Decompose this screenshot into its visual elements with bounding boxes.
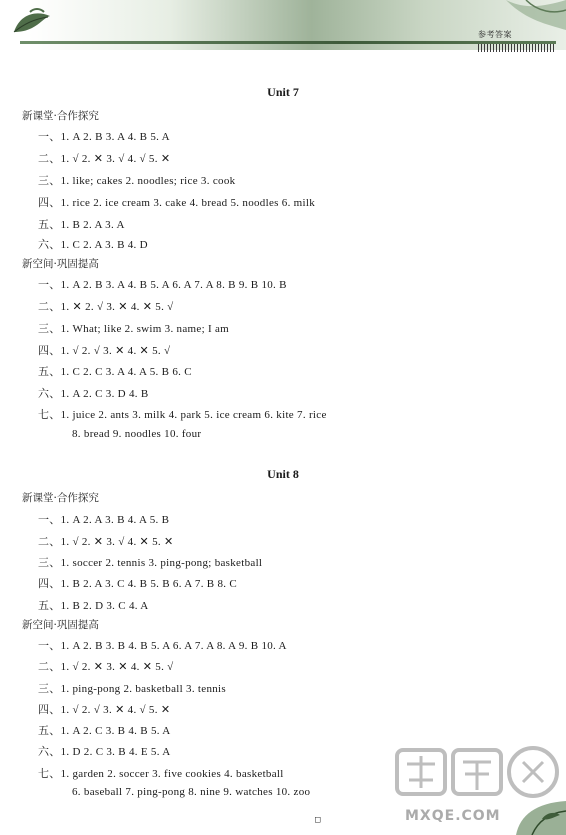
unit7-s2-line-2: 二、1. ✕ 2. √ 3. ✕ 4. ✕ 5. √ [38,301,174,313]
unit7-s1-line-3: 三、1. like; cakes 2. noodles; rice 3. cook [38,175,236,187]
unit7-section2-title: 新空间·巩固提高 [22,258,99,270]
unit8-s1-line-3: 三、1. soccer 2. tennis 3. ping-pong; basketball [38,557,263,569]
unit8-section2-title: 新空间·巩固提高 [22,619,99,631]
unit7-s1-line-6: 六、1. C 2. A 3. B 4. D [38,239,148,251]
unit7-s2-line-7: 七、1. juice 2. ants 3. milk 4. park 5. ice cream 6. kite 7. rice [38,409,327,421]
unit7-s2-line-3: 三、1. What; like 2. swim 3. name; I am [38,323,230,335]
unit7-s2-line-8: 8. bread 9. noodles 10. four [72,428,202,440]
unit7-section1-title: 新课堂·合作探究 [22,110,99,122]
unit7-s2-line-6: 六、1. A 2. C 3. D 4. B [38,388,149,400]
header-title: 参考答案 [478,30,512,39]
watermark-text: MXQE.COM [405,808,501,824]
unit7-title: Unit 7 [267,85,299,99]
unit7-s1-line-5: 五、1. B 2. A 3. A [38,219,125,231]
unit7-s1-line-4: 四、1. rice 2. ice cream 3. cake 4. bread 5. noodles 6. milk [38,197,316,209]
unit8-s1-line-1: 一、1. A 2. A 3. B 4. A 5. B [38,514,170,526]
unit7-s1-line-2: 二、1. √ 2. ✕ 3. √ 4. √ 5. ✕ [38,153,171,165]
unit8-s1-line-4: 四、1. B 2. A 3. C 4. B 5. B 6. A 7. B 8. C [38,578,238,590]
unit8-s2-line-1: 一、1. A 2. B 3. B 4. B 5. A 6. A 7. A 8. A 9. B 10. A [38,640,287,652]
unit8-section1-title: 新课堂·合作探究 [22,492,99,504]
unit7-s2-line-4: 四、1. √ 2. √ 3. ✕ 4. ✕ 5. √ [38,345,171,357]
unit7-s2-line-5: 五、1. C 2. C 3. A 4. A 5. B 6. C [38,366,192,378]
unit8-s2-line-5: 五、1. A 2. C 3. B 4. B 5. A [38,725,171,737]
unit7-s1-line-1: 一、1. A 2. B 3. A 4. B 5. A [38,131,170,143]
unit8-title: Unit 8 [267,467,299,481]
unit8-s2-line-4: 四、1. √ 2. √ 3. ✕ 4. √ 5. ✕ [38,704,171,716]
leaf-logo-icon [10,6,58,38]
unit8-s2-line-3: 三、1. ping-pong 2. basketball 3. tennis [38,683,226,695]
page-marker: □ [315,815,321,825]
unit8-s2-line-6: 六、1. D 2. C 3. B 4. E 5. A [38,746,171,758]
unit8-s2-line-7: 七、1. garden 2. soccer 3. five cookies 4. basketball [38,768,284,780]
leaf-footer-icon [486,755,566,835]
unit8-s1-line-5: 五、1. B 2. D 3. C 4. A [38,600,149,612]
unit7-s2-line-1: 一、1. A 2. B 3. A 4. B 5. A 6. A 7. A 8. B 9. B 10. B [38,279,287,291]
unit8-s2-line-8: 6. baseball 7. ping-pong 8. nine 9. watches 10. zoo [72,786,311,798]
header-tick-bar [478,44,556,52]
unit8-s2-line-2: 二、1. √ 2. ✕ 3. ✕ 4. ✕ 5. √ [38,661,174,673]
header-rule [20,41,556,44]
unit8-s1-line-2: 二、1. √ 2. ✕ 3. √ 4. ✕ 5. ✕ [38,536,174,548]
